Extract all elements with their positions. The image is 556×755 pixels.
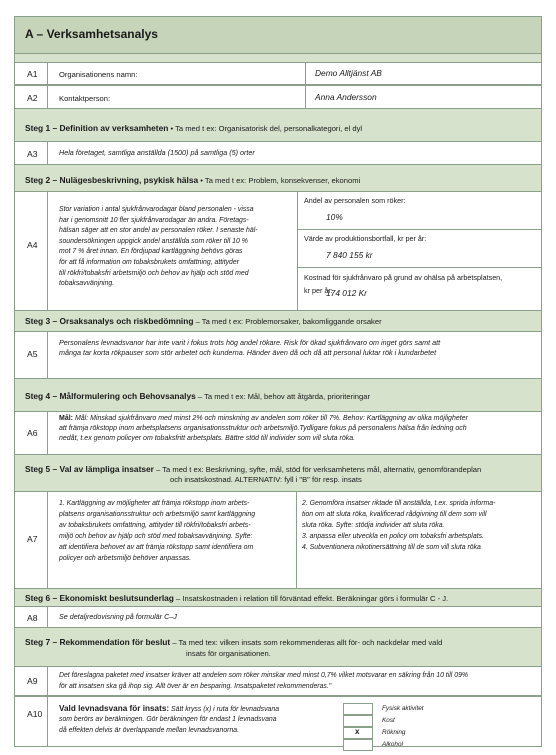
section-heading <box>25 123 362 134</box>
text-line: 1. Kartläggning av möjligheter att främja rökstopp inom arbets- <box>59 500 250 507</box>
text-line: platsens organisationsstruktur och arbetsmiljö samt kartläggning <box>59 511 256 518</box>
section-hint: – Ta med t ex: Beskrivning, syfte, mål, stöd för verksamhetens mål, alternativ, genomförandeplan <box>153 465 482 474</box>
checkbox-mark: x <box>355 727 360 736</box>
text-line: för att insatsen ska gå ihop sig. Allt över är en besparing. Insatspaketet rekommenderas." <box>59 683 332 690</box>
divider <box>298 229 541 230</box>
row-a9 <box>15 666 541 696</box>
org-name-label: Organisationens namn: <box>59 70 138 79</box>
section-hint-cont: och insatskostnad. ALTERNATIV: fyll i "B" för resp. insats <box>170 475 362 484</box>
section-heading <box>25 391 370 402</box>
row-code: A3 <box>27 149 38 159</box>
option-label: Kost <box>382 717 395 724</box>
divider <box>47 697 48 747</box>
section-title: Steg 3 – Orsaksanalys och riskbedömning <box>25 316 194 326</box>
text-line: tion om att sluta röka, kvalificerad rådgivning till dem som vill <box>302 511 487 518</box>
row-a10 <box>15 696 541 746</box>
section-hint: • Ta med t ex: Problem, konsekvenser, ekonomi <box>198 176 361 185</box>
divider <box>47 492 48 588</box>
section-steg3 <box>15 311 541 331</box>
row-code: A2 <box>27 93 38 103</box>
text-line: att främja rökstopp inom arbetsplatsens organisationsstruktur och arbetsmiljö.Tydligare fokus på personalens hälsa från ledning och <box>59 425 467 433</box>
text-line: Personalens levnadsvanor har inte varit i fokus trots hög andel rökare. Risk för ökad sjukfrånvaro om inget görs samt att <box>59 338 441 347</box>
contact-field[interactable]: Anna Andersson <box>315 92 377 102</box>
a10-instructions <box>59 704 339 736</box>
text-line <box>59 414 537 424</box>
row-a8 <box>15 606 541 628</box>
section-title: Steg 5 – Val av lämpliga insatser <box>25 464 154 474</box>
section-steg2 <box>15 165 541 191</box>
divider <box>47 332 48 378</box>
spacer <box>15 54 541 62</box>
checkbox-physical-activity[interactable] <box>343 703 373 715</box>
divider <box>47 86 48 108</box>
production-loss-field[interactable]: 7 840 155 kr <box>326 250 373 260</box>
section-hint: – Ta med tex: vilken insats som rekommenderas allt för- och nackdelar med vald <box>170 638 443 647</box>
a9-text[interactable] <box>59 670 539 692</box>
row-a7 <box>15 491 541 589</box>
divider <box>47 142 48 164</box>
row-a5 <box>15 331 541 379</box>
row-a4 <box>15 191 541 311</box>
contact-label: Kontaktperson: <box>59 94 111 103</box>
divider <box>47 192 48 310</box>
text-line: då effekten delvis är överlappande mellan levnadsvanorna. <box>59 726 240 734</box>
text-line: har i genomsnitt 10 fler sjukfrånvarodagar än andra. Företags- <box>59 216 249 224</box>
smokers-share-label: Andel av personalen som röker: <box>304 196 406 205</box>
section-heading <box>25 175 360 186</box>
text-line: för att få information om tobaksbrukets omfattning, attityder <box>59 258 240 266</box>
divider <box>47 412 48 454</box>
form-title: A – Verksamhetsanalys <box>25 27 158 41</box>
section-heading <box>25 593 448 604</box>
row-code: A6 <box>27 428 38 438</box>
row-a1 <box>15 62 541 85</box>
a7-right-text[interactable] <box>302 498 538 553</box>
section-steg4 <box>15 379 541 411</box>
option-label: Rökning <box>382 729 406 736</box>
section-heading <box>25 637 442 648</box>
text-line <box>59 704 339 715</box>
checkbox-alcohol[interactable] <box>343 739 373 751</box>
row-code: A5 <box>27 349 38 359</box>
section-steg1 <box>15 109 541 141</box>
divider <box>298 267 541 268</box>
text-line: 4. Subventionera nikotinersättning till de som vill sluta röka <box>302 544 481 551</box>
text-line-content: Mål: Minskad sjukfrånvaro med minst 2% och minskning av andelen som röker till 7%. Behov: Kartläggning av olika möjligheter <box>73 415 468 422</box>
divider <box>305 86 306 108</box>
divider <box>47 667 48 695</box>
section-steg5 <box>15 455 541 491</box>
text-line: Stor variation i antal sjukfrånvarodagar bland personalen - vissa <box>59 206 254 213</box>
divider <box>296 492 297 588</box>
row-a2 <box>15 85 541 109</box>
a6-text[interactable] <box>59 414 537 445</box>
text-line-content: Sätt kryss (x) i ruta för levnadsvana <box>169 706 280 713</box>
form-header <box>15 17 541 54</box>
option-label: Alkohol <box>382 741 403 748</box>
section-title: Steg 1 – Definition av verksamheten <box>25 123 169 133</box>
text-line: mot 7 % året innan. En fördjupad kartläggning behövs göras <box>59 248 243 256</box>
section-heading <box>25 464 535 475</box>
text-line: soundersökningen uppgick andel anställda som röker till 10 % <box>59 237 248 245</box>
text-line: hälsan säger att en stor andel av personalen röker. I senaste häl- <box>59 227 258 235</box>
section-hint: – Ta med t ex: Problemorsaker, bakomliggande orsaker <box>193 317 382 326</box>
a8-text[interactable]: Se detaljredovisning på formulär C–J <box>59 612 177 621</box>
section-title: Steg 6 – Ekonomiskt beslutsunderlag <box>25 593 174 603</box>
text-line: många tar korta rökpauser som stör arbetet och kunderna. Händer även då och då att personal luktar rök i kundarbetet <box>59 348 437 358</box>
org-name-field[interactable]: Demo Alltjänst AB <box>315 68 382 78</box>
text-line: tobaksavvänjning. <box>59 280 115 288</box>
option-label: Fysisk aktivitet <box>382 705 424 712</box>
a5-text[interactable] <box>59 338 537 358</box>
text-line: 2. Genomföra insatser riktade till anställda, t.ex. sprida informa- <box>302 500 496 507</box>
text-line: av tobaksbrukets omfattning, attityder till rökfri/tobaksfri arbets- <box>59 522 251 529</box>
section-hint: – Insatskostnaden i relation till förväntad effekt. Beräkningar görs i formulär C - J. <box>173 594 449 603</box>
section-steg7 <box>15 628 541 666</box>
text-line: miljö och behov av hjälp och stöd med tobaksavvänjning. Syfte: <box>59 533 253 540</box>
divider <box>47 607 48 627</box>
a4-description[interactable] <box>59 205 299 290</box>
smokers-share-field[interactable]: 10% <box>326 212 343 222</box>
sick-cost-label: Kostnad för sjukfrånvaro på grund av ohälsa på arbetsplatsen, <box>304 273 503 282</box>
divider <box>47 63 48 84</box>
a10-title: Vald levnadsvana för insats: <box>59 704 170 713</box>
sick-cost-field[interactable]: 174 012 Kr <box>326 288 367 298</box>
divider <box>297 192 298 310</box>
section-steg6 <box>15 589 541 606</box>
row-a3 <box>15 141 541 165</box>
text-line: Det föreslagna paketet med insatser kräver att andelen som röker minskar med minst 0,7% vilket motsvarar en säkring från 10 till 09% <box>59 672 469 679</box>
row-a6 <box>15 411 541 455</box>
text-line: 3. anpassa eller utveckla en policy om tobaksfri arbetsplats. <box>302 533 484 540</box>
row-code: A4 <box>27 240 38 250</box>
row-code: A9 <box>27 676 38 686</box>
text-line: som berörs av beräkningen. Gör beräkningen för endast 1 levnadsvana <box>59 716 277 724</box>
goal-lead: Mål: <box>59 415 73 422</box>
checkbox-smoking[interactable] <box>343 727 373 739</box>
text-line: nedåt, t.ex genom policyer om tobaksfritt arbetsplats. Bättre stöd till individer som vill sluta röka. <box>59 435 356 443</box>
text-line: till rökfri/tobaksfri arbetsmiljö och behov av hjälp och stöd med <box>59 269 249 277</box>
a3-text[interactable]: Hela företaget, samtliga anställda (1500) på samtliga (5) orter <box>59 148 255 157</box>
sick-cost-label-cont: kr per år: <box>304 286 333 295</box>
row-code: A10 <box>27 709 43 719</box>
section-hint: • Ta med t ex: Organisatorisk del, personalkategori, el dyl <box>168 124 363 133</box>
checkbox-diet[interactable] <box>343 715 373 727</box>
a7-left-text[interactable] <box>59 498 299 564</box>
row-code: A7 <box>27 534 38 544</box>
section-hint-cont: insats för organisationen. <box>186 649 271 658</box>
row-code: A1 <box>27 69 38 79</box>
section-heading <box>25 316 382 327</box>
section-hint: – Ta med t ex: Mål, behov att åtgärda, prioriteringar <box>195 392 370 401</box>
text-line: policyer och arbetsmiljö behöver anpassas. <box>59 555 192 562</box>
section-title: Steg 4 – Målformulering och Behovsanalys <box>25 391 196 401</box>
section-title: Steg 2 – Nulägesbeskrivning, psykisk hälsa <box>25 175 199 185</box>
production-loss-label: Värde av produktionsbortfall, kr per år: <box>304 234 427 243</box>
row-code: A8 <box>27 613 38 623</box>
text-line: sluta röka. Syfte: stödja individer att sluta röka. <box>302 522 445 529</box>
text-line: att identifiera behovet av att främja rökstopp samt identifiera om <box>59 544 254 551</box>
form-frame <box>14 16 542 747</box>
divider <box>305 63 306 84</box>
section-title: Steg 7 – Rekommendation för beslut <box>25 637 171 647</box>
